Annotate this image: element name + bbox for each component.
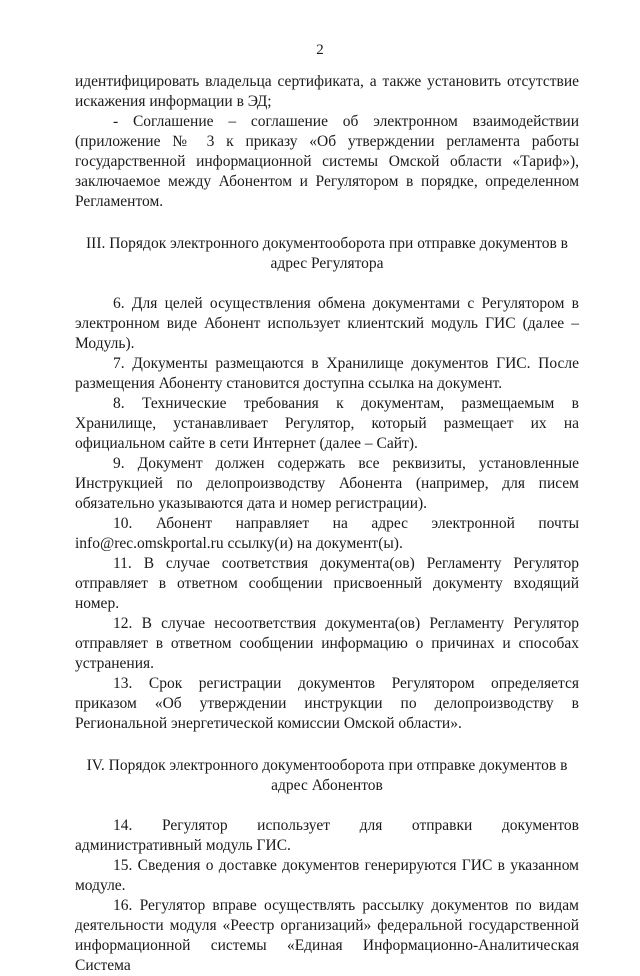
clause-10: 10. Абонент направляет на адрес электронной почты info@rec.omskportal.ru ссылку(и) на документ(ы). [75, 515, 579, 552]
paragraph-continuation: идентифицировать владельца сертификата, а также установить отсутствие искажения информации в ЭД; [75, 73, 579, 110]
section-heading-4: IV. Порядок электронного документооборота при отправке документов в адрес Абонентов [86, 757, 568, 794]
section-heading-3: III. Порядок электронного документооборота при отправке документов в адрес Регулятора [86, 235, 568, 272]
page-number: 2 [316, 42, 324, 58]
clause-16: 16. Регулятор вправе осуществлять рассылку документов по видам деятельности модуля «Реестр организаций» федеральной государственной информационной системы «Единая Информационно-Аналитическая Система [75, 897, 579, 974]
clause-6: 6. Для целей осуществления обмена документами с Регулятором в электронном виде Абонент использует клиентский модуль ГИС (далее – Модуль). [75, 295, 579, 352]
clause-13: 13. Срок регистрации документов Регулятором определяется приказом «Об утверждении инструкции по делопроизводству в Региональной энергетической комиссии Омской области». [75, 675, 579, 732]
clause-11: 11. В случае соответствия документа(ов) Регламенту Регулятор отправляет в ответном сообщении присвоенный документу входящий номер. [75, 555, 579, 612]
document-body [75, 72, 579, 976]
clause-12: 12. В случае несоответствия документа(ов) Регламенту Регулятор отправляет в ответном сообщении информацию о причинах и способах устранения. [75, 615, 579, 672]
clause-8: 8. Технические требования к документам, размещаемым в Хранилище, устанавливает Регулятор, который размещает их на официальном сайте в сети Интернет (далее – Сайт). [75, 395, 579, 452]
paragraph-agreement-definition: - Соглашение – соглашение об электронном взаимодействии (приложение № 3 к приказу «Об утверждении регламента работы государственной информационной системы Омской области «Тариф»), заключаемое между Абонентом и Регулятором в порядке, определенном Регламентом. [75, 113, 579, 210]
clause-9: 9. Документ должен содержать все реквизиты, установленные Инструкцией по делопроизводству Абонента (например, для писем обязательно указываются дата и номер регистрации). [75, 455, 579, 512]
clause-14: 14. Регулятор использует для отправки документов административный модуль ГИС. [75, 817, 579, 854]
clause-7: 7. Документы размещаются в Хранилище документов ГИС. После размещения Абоненту становится доступна ссылка на документ. [75, 355, 579, 392]
clause-15: 15. Сведения о доставке документов генерируются ГИС в указанном модуле. [75, 857, 579, 894]
